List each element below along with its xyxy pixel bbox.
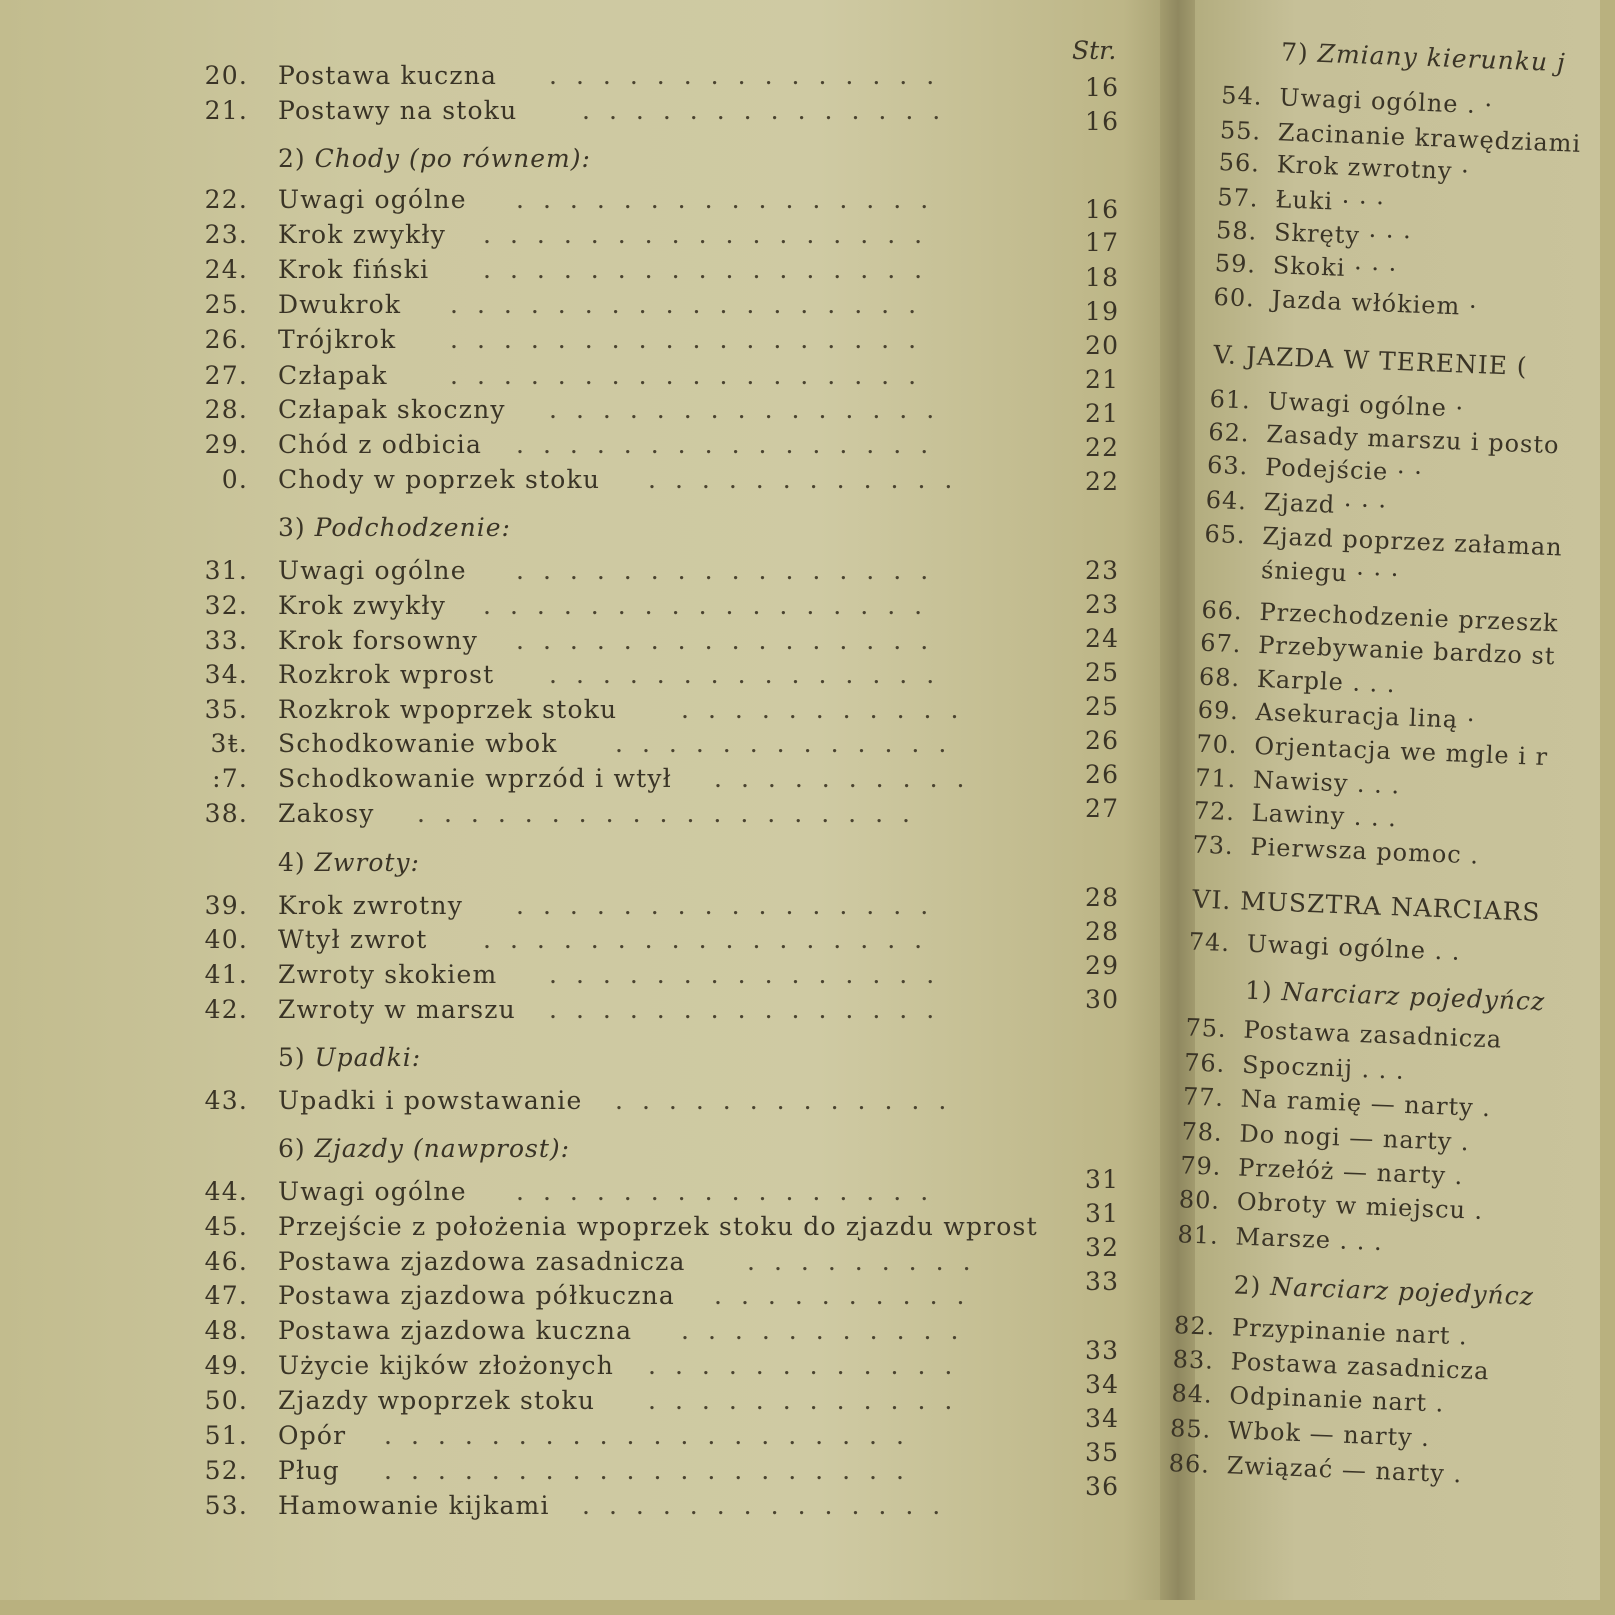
section-number: 3) — [278, 513, 315, 542]
entry-title: Przejście z położenia wpoprzek stoku do zjazdu wprost — [278, 1212, 1038, 1241]
entry-page-number: 31 — [1085, 1165, 1120, 1194]
dot-leader: ............... — [549, 995, 954, 1024]
entry-title: Krok zwrotny · — [1276, 150, 1471, 186]
dot-leader: ................ — [516, 185, 948, 214]
heading-title: Zmiany kierunku j — [1317, 38, 1567, 78]
toc-entry[interactable] — [0, 1199, 1170, 1246]
entry-number: 71. — [1194, 763, 1237, 794]
entry-number: 46. — [204, 1247, 248, 1276]
entry-title: Przebywanie bardzo st — [1257, 631, 1556, 671]
entry-title: Rozkrok wpoprzek stoku — [278, 695, 618, 724]
entry-title: Orjentacja we mgle i r — [1253, 731, 1549, 771]
entry-page-number: 23 — [1085, 556, 1120, 585]
entry-title: Chód z odbicia — [278, 430, 483, 459]
dot-leader: ........... — [681, 695, 978, 724]
entry-number: :7. — [212, 764, 248, 793]
toc-section-heading — [1233, 1271, 1534, 1312]
entry-title: Do nogi — narty . — [1238, 1119, 1471, 1156]
entry-number: 62. — [1207, 417, 1251, 448]
entry-title: Krok zwykły — [278, 591, 447, 620]
entry-title: Postawa zjazdowa kuczna — [278, 1316, 633, 1345]
entry-page-number: 29 — [1085, 951, 1120, 980]
entry-number: 42. — [204, 995, 248, 1024]
toc-entry[interactable] — [0, 660, 1170, 694]
dot-leader: ................... — [417, 799, 929, 828]
entry-title: Pług — [278, 1456, 340, 1485]
entry-title: Dwukrok — [278, 290, 402, 319]
toc-entry[interactable] — [0, 794, 1170, 833]
toc-entry[interactable] — [0, 361, 1170, 395]
dot-leader: .................... — [384, 1421, 923, 1450]
entry-number: 23. — [204, 220, 248, 249]
entry-number: 28. — [204, 395, 248, 424]
entry-title: Zjazdy wpoprzek stoku — [278, 1386, 596, 1415]
entry-number: 65. — [1203, 519, 1247, 550]
entry-title: Skręty · · · — [1273, 218, 1413, 252]
entry-page-number: 33 — [1085, 1267, 1120, 1296]
entry-page-number: 16 — [1085, 107, 1120, 136]
toc-entry[interactable] — [0, 1472, 1170, 1525]
entry-title: Podejście · · — [1264, 453, 1424, 488]
entry-title: Zwroty w marszu — [278, 995, 516, 1024]
entry-number: 53. — [204, 1491, 248, 1520]
heading-number: VI. — [1191, 884, 1232, 916]
toc-entry[interactable] — [0, 325, 1170, 359]
entry-title: Karple . . . — [1256, 664, 1397, 698]
entry-title: Zjazd poprzez załaman — [1261, 522, 1564, 562]
heading-title: MUSZTRA NARCIARS — [1239, 886, 1542, 928]
entry-title: Zasady marszu i posto — [1265, 420, 1560, 460]
entry-title: Spocznij . . . — [1241, 1050, 1406, 1085]
dot-leader: ................ — [516, 430, 948, 459]
toc-entry[interactable] — [0, 692, 1170, 729]
heading-number: 7) — [1280, 37, 1310, 68]
entry-title: Uwagi ogólne · — [1267, 386, 1465, 423]
entry-number: 20. — [204, 61, 248, 90]
entry-number: 57. — [1216, 182, 1260, 213]
entry-number: 47. — [204, 1281, 248, 1310]
entry-page-number: 21 — [1085, 365, 1120, 394]
entry-number: 48. — [204, 1316, 248, 1345]
entry-number: 85. — [1169, 1413, 1212, 1444]
dot-leader: ......... — [747, 1247, 990, 1276]
toc-entry[interactable] — [0, 556, 1170, 590]
toc-entry[interactable] — [0, 985, 1170, 1029]
section-number: 5) — [278, 1043, 315, 1072]
heading-title: Narciarz pojedyńcz — [1281, 977, 1546, 1017]
entry-title: Pierwsza pomoc . — [1250, 832, 1480, 870]
entry-number: 79. — [1179, 1151, 1222, 1181]
entry-title: Postawy na stoku — [278, 96, 518, 125]
entry-title: Przypinanie nart . — [1231, 1313, 1469, 1351]
entry-title: Postawa kuczna — [278, 61, 498, 90]
entry-title: Krok zwykły — [278, 220, 447, 249]
entry-number: 81. — [1177, 1220, 1220, 1250]
entry-number: 74. — [1188, 927, 1231, 957]
entry-number: 29. — [204, 430, 248, 459]
entry-page-number: 22 — [1085, 467, 1120, 496]
entry-title: Upadki i powstawanie — [278, 1086, 583, 1115]
entry-title: Nawisy . . . — [1252, 765, 1401, 800]
toc-chapter-heading — [1213, 340, 1528, 381]
entry-title: Zacinanie krawędziami — [1277, 118, 1582, 158]
entry-title: Skoki · · · — [1272, 251, 1398, 285]
entry-number: 45. — [204, 1212, 248, 1241]
section-title: Podchodzenie: — [314, 513, 511, 542]
toc-entry[interactable] — [0, 220, 1170, 257]
entry-title: Uwagi ogólne . · — [1278, 83, 1494, 120]
entry-page-number: 23 — [1085, 590, 1120, 619]
dot-leader: ................. — [483, 220, 942, 249]
entry-number: 80. — [1178, 1185, 1221, 1216]
entry-page-number: 30 — [1085, 985, 1120, 1014]
entry-number: 31. — [204, 556, 248, 585]
toc-entry[interactable] — [0, 1404, 1170, 1455]
entry-page-number: 34 — [1085, 1404, 1120, 1433]
entry-number: 72. — [1193, 796, 1236, 827]
entry-number: 86. — [1168, 1449, 1211, 1479]
entry-page-number: 35 — [1085, 1438, 1120, 1467]
dot-leader: .................. — [450, 325, 936, 354]
heading-title: Narciarz pojedyńcz — [1269, 1272, 1535, 1312]
entry-number: 49. — [204, 1351, 248, 1380]
entry-number: 52. — [204, 1456, 248, 1485]
heading-number: 2) — [1233, 1270, 1262, 1301]
entry-number: 34. — [204, 660, 248, 689]
entry-title: Zjazd · · · — [1263, 487, 1388, 521]
entry-page-number: 28 — [1085, 883, 1120, 912]
toc-entry[interactable] — [0, 1438, 1170, 1490]
entry-title: Łuki · · · — [1274, 184, 1386, 218]
toc-entry[interactable] — [0, 255, 1170, 292]
entry-number: 50. — [204, 1386, 248, 1415]
entry-title: Jazda włókiem · — [1271, 284, 1479, 321]
dot-leader: .................... — [384, 1456, 923, 1485]
entry-title: Wbok — narty . — [1227, 1416, 1431, 1452]
entry-title: Użycie kijków złożonych — [278, 1351, 615, 1380]
section-number: 2) — [278, 144, 315, 173]
entry-page-number: 16 — [1085, 195, 1120, 224]
dot-leader: ................ — [516, 626, 948, 655]
entry-title: Trójkrok — [278, 325, 397, 354]
dot-leader: .................. — [450, 290, 936, 319]
entry-number: 51. — [204, 1421, 248, 1450]
entry-number: 78. — [1181, 1116, 1224, 1147]
entry-title: Zakosy — [278, 799, 375, 828]
dot-leader: ................ — [516, 891, 948, 920]
toc-entry[interactable] — [0, 1267, 1170, 1315]
toc-entry[interactable] — [0, 1233, 1170, 1281]
right-page — [1168, 0, 1600, 1600]
toc-entry[interactable] — [0, 96, 1170, 136]
dot-leader: ............ — [648, 1386, 972, 1415]
section-number: 4) — [278, 848, 315, 877]
dot-leader: .............. — [582, 96, 960, 125]
section-title: Chody (po równem): — [314, 144, 591, 173]
entry-title: Rozkrok wprost — [278, 660, 495, 689]
toc-entry[interactable] — [1158, 926, 1579, 974]
toc-entry[interactable] — [0, 726, 1170, 763]
dot-leader: ............... — [549, 395, 954, 424]
entry-page-number: 25 — [1085, 692, 1120, 721]
toc-section-heading — [1281, 37, 1567, 77]
toc-entry[interactable] — [0, 290, 1170, 324]
dot-leader: ............ — [648, 1351, 972, 1380]
entry-title: Odpinanie nart . — [1228, 1381, 1445, 1418]
entry-page-number: 18 — [1085, 263, 1120, 292]
toc-entry[interactable] — [0, 1316, 1170, 1350]
entry-title: Uwagi ogólne — [278, 185, 467, 214]
entry-number: 33. — [204, 626, 248, 655]
dot-leader: ................ — [516, 1177, 948, 1206]
entry-title: Obroty w miejscu . — [1236, 1187, 1484, 1226]
entry-number: 35. — [204, 695, 248, 724]
entry-page-number: 27 — [1085, 794, 1120, 823]
entry-number: 60. — [1213, 282, 1256, 313]
dot-leader: .................. — [450, 361, 936, 390]
entry-number: 75. — [1185, 1013, 1228, 1044]
entry-number: 58. — [1215, 215, 1258, 246]
entry-title: Postawa zasadnicza — [1230, 1347, 1490, 1386]
entry-number: 63. — [1206, 451, 1249, 481]
dot-leader: .............. — [582, 1491, 960, 1520]
entry-page-number: 20 — [1085, 331, 1120, 360]
entry-number: 39. — [204, 891, 248, 920]
entry-page-number: 32 — [1085, 1233, 1120, 1262]
dot-leader: ............... — [549, 660, 954, 689]
toc-entry[interactable] — [0, 61, 1170, 102]
entry-page-number: 16 — [1085, 73, 1120, 102]
entry-number: 43. — [204, 1086, 248, 1115]
entry-page-number: 26 — [1085, 726, 1120, 755]
section-number: 6) — [278, 1134, 315, 1163]
entry-number: 44. — [204, 1177, 248, 1206]
entry-number: 38. — [204, 799, 248, 828]
entry-page-number: 28 — [1085, 917, 1120, 946]
entry-page-number: 33 — [1085, 1336, 1120, 1365]
heading-number: 1) — [1244, 975, 1274, 1006]
toc-entry[interactable] — [0, 626, 1170, 660]
entry-number: 64. — [1205, 485, 1248, 516]
entry-title: Uwagi ogólne — [278, 1177, 467, 1206]
toc-entry[interactable] — [0, 395, 1170, 429]
entry-title: Krok forsowny — [278, 626, 479, 655]
dot-leader: ................ — [516, 556, 948, 585]
entry-title: Człapak skoczny — [278, 395, 506, 424]
entry-title: Uwagi ogólne . . — [1246, 929, 1462, 966]
entry-title: Opór — [278, 1421, 347, 1450]
dot-leader: .......... — [714, 764, 984, 793]
entry-number: 26. — [204, 325, 248, 354]
dot-leader: .......... — [714, 1281, 984, 1310]
entry-title: Krok zwrotny — [278, 891, 464, 920]
entry-page-number: 17 — [1085, 228, 1120, 257]
toc-entry[interactable] — [0, 1336, 1170, 1385]
entry-number: 73. — [1192, 830, 1235, 860]
entry-number: 21. — [204, 96, 248, 125]
entry-page-number: 22 — [1085, 433, 1120, 462]
entry-number: 24. — [204, 255, 248, 284]
section-title: Zjazdy (nawprost): — [314, 1134, 571, 1163]
toc-section-heading — [278, 1134, 570, 1163]
entry-number: 22. — [204, 185, 248, 214]
toc-entry[interactable] — [0, 185, 1170, 224]
dot-leader: ........... — [681, 1316, 978, 1345]
heading-number: V. — [1212, 340, 1238, 371]
entry-title: śniegu · · · — [1260, 555, 1400, 589]
entry-title: Schodkowanie wbok — [278, 729, 558, 758]
dot-leader: ............ — [648, 465, 972, 494]
entry-number: 83. — [1172, 1345, 1215, 1375]
dot-leader: ................. — [483, 925, 942, 954]
entry-number: 68. — [1198, 662, 1241, 693]
entry-number: 69. — [1197, 695, 1240, 726]
dot-leader: ............. — [615, 729, 966, 758]
entry-title: Uwagi ogólne — [278, 556, 467, 585]
toc-entry[interactable] — [0, 883, 1170, 925]
section-title: Zwroty: — [314, 848, 420, 877]
entry-title: Marsze . . . — [1235, 1222, 1384, 1256]
entry-number: 66. — [1201, 595, 1244, 626]
entry-title: Lawiny . . . — [1251, 799, 1398, 833]
column-header: Str. — [1072, 36, 1117, 65]
entry-title: Przełóż — narty . — [1237, 1153, 1464, 1191]
entry-number: 70. — [1195, 729, 1239, 759]
entry-page-number: 19 — [1085, 297, 1120, 326]
entry-title: Zwroty skokiem — [278, 960, 498, 989]
entry-page-number: 26 — [1085, 760, 1120, 789]
heading-title: JAZDA W TERENIE ( — [1245, 341, 1529, 382]
dot-leader: ............. — [615, 1086, 966, 1115]
toc-entry[interactable] — [0, 591, 1170, 625]
entry-title: Przechodzenie przeszk — [1259, 597, 1560, 638]
entry-number: 76. — [1183, 1048, 1226, 1078]
entry-page-number: 21 — [1085, 399, 1120, 428]
toc-section-heading — [278, 1043, 421, 1072]
toc-entry[interactable] — [0, 917, 1170, 959]
dot-leader: ................. — [483, 591, 942, 620]
toc-entry[interactable] — [0, 951, 1170, 994]
entry-title: Asekuracja liną · — [1255, 698, 1476, 735]
entry-number: 25. — [204, 290, 248, 319]
entry-page-number: 34 — [1085, 1370, 1120, 1399]
entry-page-number: 31 — [1085, 1199, 1120, 1228]
entry-title: Postawa zasadnicza — [1242, 1016, 1503, 1054]
entry-number: 84. — [1170, 1379, 1214, 1410]
entry-title: Postawa zjazdowa półkuczna — [278, 1281, 675, 1310]
entry-number: 0. — [221, 465, 248, 494]
entry-number: 82. — [1173, 1310, 1216, 1341]
toc-section-heading — [1244, 976, 1545, 1017]
toc-section-heading — [278, 513, 511, 542]
toc-entry[interactable] — [0, 760, 1170, 798]
entry-title: Hamowanie kijkami — [278, 1491, 550, 1520]
right-toc — [1134, 0, 1615, 1615]
toc-entry[interactable] — [0, 1165, 1170, 1211]
entry-title: Związać — narty . — [1226, 1451, 1463, 1489]
entry-number: 27. — [204, 361, 248, 390]
entry-title: Krok fiński — [278, 255, 430, 284]
toc-entry[interactable] — [0, 430, 1170, 464]
entry-page-number: 24 — [1085, 624, 1120, 653]
entry-title: Chody w poprzek stoku — [278, 465, 601, 494]
entry-number: 61. — [1209, 384, 1252, 415]
toc-entry[interactable] — [0, 465, 1170, 499]
entry-title: Schodkowanie wprzód i wtył — [278, 764, 672, 793]
entry-page-number: 36 — [1085, 1472, 1120, 1501]
entry-number: 3ŧ. — [210, 729, 248, 758]
entry-number: 55. — [1219, 115, 1262, 146]
entry-number: 40. — [204, 925, 248, 954]
entry-number: 56. — [1218, 148, 1261, 178]
entry-number: 59. — [1214, 249, 1257, 279]
entry-number: 67. — [1199, 629, 1242, 659]
toc-chapter-heading — [1192, 885, 1541, 927]
section-title: Upadki: — [314, 1043, 422, 1072]
entry-title: Wtył zwrot — [278, 925, 428, 954]
entry-number: 41. — [204, 960, 248, 989]
entry-number: 77. — [1182, 1082, 1225, 1113]
entry-title: Na ramię — narty . — [1240, 1084, 1492, 1123]
toc-section-heading — [278, 848, 420, 877]
toc-entry[interactable] — [0, 1370, 1170, 1420]
entry-title: Postawa zjazdowa zasadnicza — [278, 1247, 686, 1276]
toc-section-heading — [278, 144, 591, 173]
entry-number: 32. — [204, 591, 248, 620]
entry-page-number: 25 — [1085, 658, 1120, 687]
dot-leader: ............... — [549, 61, 954, 90]
entry-number: 54. — [1220, 81, 1264, 112]
dot-leader: ................. — [483, 255, 942, 284]
entry-title: Człapak — [278, 361, 388, 390]
dot-leader: ............... — [549, 960, 954, 989]
toc-entry[interactable] — [0, 1086, 1170, 1120]
